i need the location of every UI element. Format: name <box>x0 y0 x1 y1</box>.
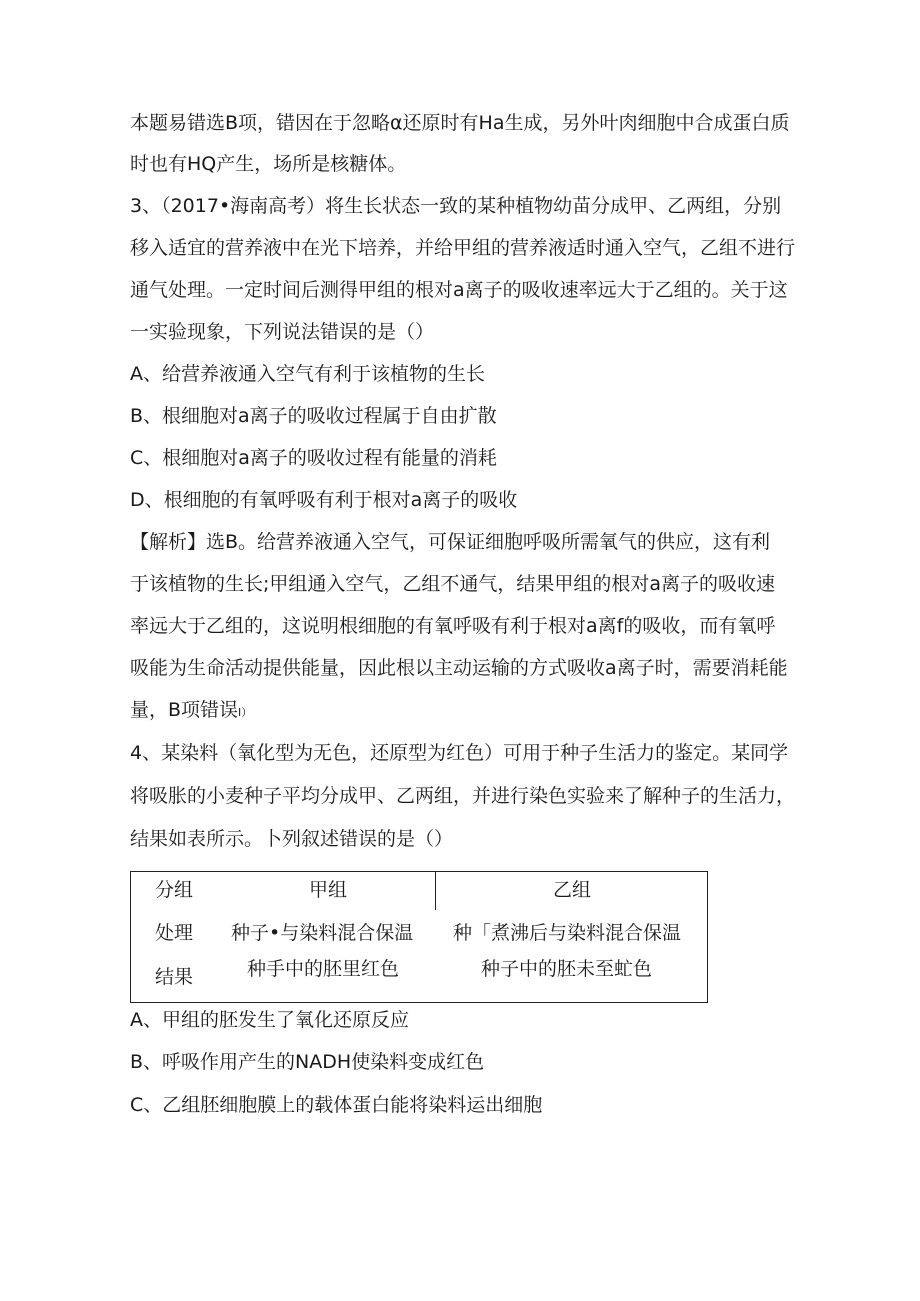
table-row-label-treatment: 处理 <box>155 922 194 944</box>
question-3-analysis-line-4: 吸能为生命活动提供能量，因此根以主动运输的方式吸收a离子时，需要消耗能 <box>130 657 788 679</box>
question-3-analysis-line-3: 率远大于乙组的，这说明根细胞的有氧呼吸有利于根对a离f的吸收，而有氧呼 <box>130 615 776 637</box>
question-3-analysis-line-2: 于该植物的生长;甲组通入空气，乙组不通气，结果甲组的根对a离子的吸收速 <box>130 573 776 595</box>
results-table <box>130 871 708 1003</box>
question-3-analysis-line-1: 【解析】选B。给营养液通入空气，可保证细胞呼吸所需氧气的供应，这有利 <box>130 531 771 553</box>
analysis-line-2: 时也有HQ产生，场所是核糖体。 <box>130 153 407 175</box>
table-cell-result-b: 种子中的胚未至虻色 <box>481 958 653 980</box>
question-3-line-2: 移入适宜的营养液中在光下培养，并给甲组的营养液适时通入空气，乙组不进行 <box>130 237 796 259</box>
question-3-line-1: 3、（2017•海南高考）将生长状态一致的某种植物幼苗分成甲、乙两组，分别 <box>130 195 782 217</box>
question-3-option-b: B、根细胞对a离子的吸收过程属于自由扩散 <box>130 405 497 427</box>
question-4-line-2: 将吸胀的小麦种子平均分成甲、乙两组，并进行染色实验来了解种子的生活力， <box>130 785 796 807</box>
question-3-option-c: C、根细胞对a离子的吸收过程有能量的消耗 <box>130 447 497 469</box>
question-3-option-a: A、给营养液通入空气有利于该植物的生长 <box>130 363 485 385</box>
table-row-label-result: 结果 <box>155 966 194 988</box>
header-divider <box>435 872 436 910</box>
table-cell-treatment-a: 种子•与染料混合保温 <box>231 922 414 944</box>
table-cell-treatment-b: 种「煮沸后与染料混合保温 <box>453 922 682 944</box>
analysis-line-1: 本题易错选B项，错因在于忽略α还原时有Ha生成，另外叶肉细胞中合成蛋白质 <box>130 112 790 134</box>
table-header-group: 分组 <box>155 879 194 901</box>
question-3-line-4: 一实验现象，下列说法错误的是（） <box>130 321 435 343</box>
question-3-analysis-line-5 <box>130 697 820 726</box>
question-4-option-c: C、乙组胚细胞膜上的载体蛋白能将染料运出细胞 <box>130 1094 543 1116</box>
question-4-line-3: 结果如表所示。卜列叙述错误的是（） <box>130 828 454 850</box>
analysis-subscript: I） <box>238 706 253 719</box>
question-4-line-1: 4、某染料（氧化型为无色，还原型为红色）可用于种子生活力的鉴定。某同学 <box>130 742 789 764</box>
question-3-line-3: 通气处理。一定时间后测得甲组的根对a离子的吸收速率远大于乙组的。关于这 <box>130 279 788 301</box>
question-4-option-b: B、呼吸作用产生的NADH使染料变成红色 <box>130 1051 485 1073</box>
question-3-option-d: D、根细胞的有氧呼吸有利于根对a离子的吸收 <box>130 489 518 511</box>
table-cell-result-a: 种手中的胚里红色 <box>247 958 400 980</box>
table-header-group-b: 乙组 <box>553 879 592 901</box>
table-header-group-a: 甲组 <box>309 879 348 901</box>
question-4-option-a: A、甲组的胚发生了氧化还原反应 <box>130 1009 409 1031</box>
analysis-text: 量，B项错误 <box>130 699 239 721</box>
